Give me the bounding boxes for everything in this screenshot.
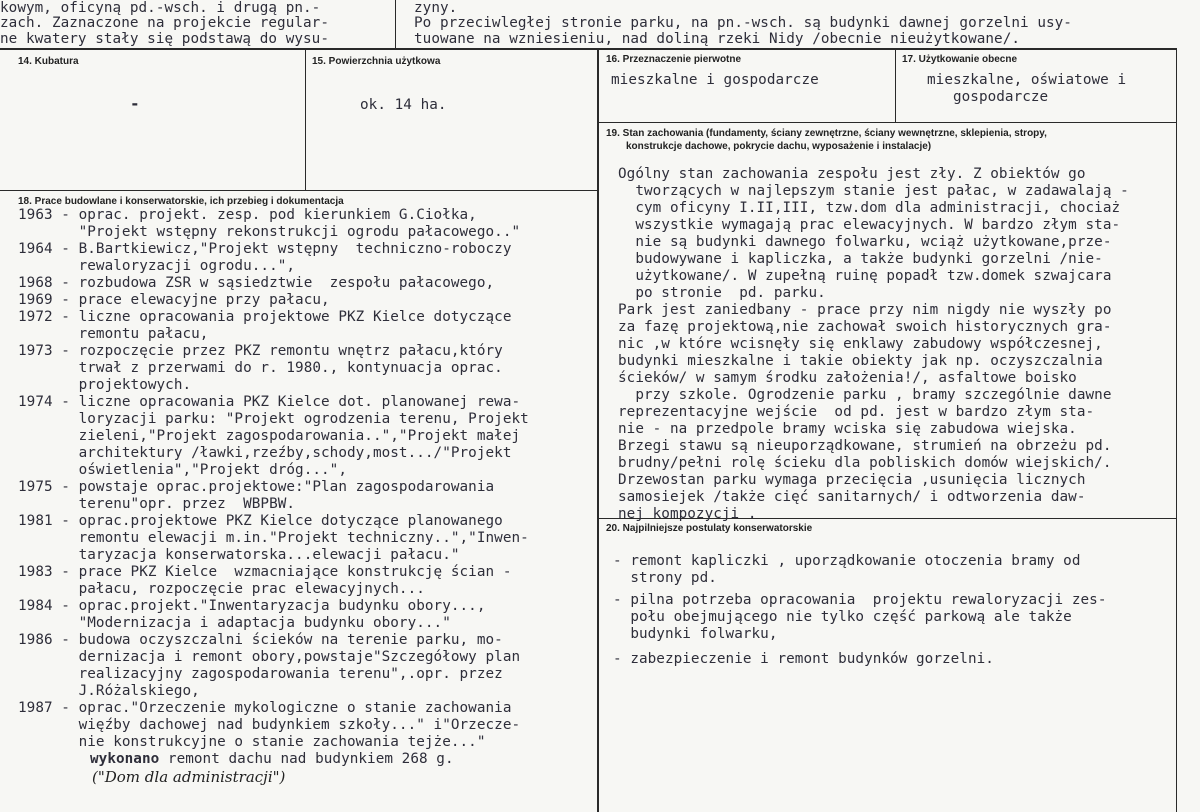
text-line: 1972 - liczne opracowania projektowe PKZ Kielce dotyczące (18, 309, 512, 325)
text-line: Ogólny stan zachowania zespołu jest zły. Z obiektów go (618, 166, 1086, 182)
vertical-rule-14-15 (305, 48, 306, 190)
text-line: reprezentacyjne wejście od pd. jest w bardzo złym sta- (618, 404, 1095, 420)
text-line: nic ,w które wcisnęły się enklawy zabudowy współczesnej, (618, 336, 1103, 352)
text-line: połu obejmującego nie tylko część parkową ale także (613, 609, 1072, 625)
vertical-rule-main (597, 48, 599, 812)
text-line: 1974 - liczne opracowania PKZ Kielce dot. planowanej rewa- (18, 394, 521, 410)
text-line: 1964 - B.Bartkiewicz,"Projekt wstępny techniczno-roboczy (18, 241, 512, 257)
text-line-rest: remont dachu nad budynkiem 268 g. (159, 751, 454, 767)
field-17-value-line: mieszkalne, oświatowe i (927, 72, 1127, 88)
text-line: - pilna potrzeba opracowania projektu rewaloryzacji zes- (613, 592, 1107, 608)
text-line: wszystkie wymagają prac elewacyjnych. W bardzo złym sta- (618, 217, 1121, 233)
text-line: J.Różalskiego, (18, 683, 200, 699)
text-line: przy szkole. Ogrodzenie parku , bramy szczególnie dawne (618, 387, 1112, 403)
text-line: Po przeciwległej stronie parku, na pn.-wsch. są budynki dawnej gorzelni usy- (414, 15, 1072, 31)
text-line: remontu pałacu, (18, 326, 209, 342)
text-line: 1969 - prace elewacyjne przy pałacu, (18, 292, 330, 308)
text-line: 1975 - powstaje oprac.projektowe:"Plan zagospodarowania (18, 479, 495, 495)
text-line: tuowane na wzniesieniu, nad doliną rzeki Nidy /obecnie nieużytkowane/. (414, 31, 1021, 47)
text-line: realizacyjny zagospodarowania terenu",.opr. przez (18, 666, 503, 682)
field-14-value: - (130, 94, 140, 113)
text-line: rewaloryzacji ogrodu...", (18, 258, 296, 274)
horizontal-rule-above-19 (599, 122, 1176, 123)
vertical-rule-top-divider (395, 0, 396, 48)
text-line: zach. Zaznaczone na projekcie regular- (0, 15, 329, 31)
text-line: 1983 - prace PKZ Kielce wzmacniające konstrukcję ścian - (18, 564, 512, 580)
field-16-label: 16. Przeznaczenie pierwotne (606, 54, 742, 65)
text-line: użytkowane/. W zupełną ruinę popadł tzw.domek szwajcara (618, 268, 1112, 284)
handwritten-note: ("Dom dla administracji") (92, 768, 286, 786)
text-line: 1987 - oprac."Orzeczenie mykologiczne o stanie zachowania (18, 700, 512, 716)
text-line: 1984 - oprac.projekt."Inwentaryzacja budynku obory..., (18, 598, 486, 614)
text-line: "Modernizacja i adaptacja budynku obory..." (18, 615, 451, 631)
text-line: - zabezpieczenie i remont budynków gorzelni. (613, 651, 994, 667)
text-line: 1981 - oprac.projektowe PKZ Kielce dotyczące planowanego (18, 513, 503, 529)
field-19-label-continued: konstrukcje dachowe, pokrycie dachu, wyposażenie i instalacje) (626, 141, 932, 152)
text-line: nie konstrukcyjne o stanie zachowania tejże..." (18, 734, 486, 750)
text-line: Drzewostan parku wymaga przecięcia ,usunięcia licznych (618, 472, 1086, 488)
text-line: zyny. (414, 0, 458, 16)
text-line: pałacu, rozpoczęcie prac elewacyjnych... (18, 581, 425, 597)
horizontal-rule-top (0, 48, 1176, 50)
text-line: loryzacji parku: "Projekt ogrodzenia terenu, Projekt (18, 411, 529, 427)
field-15-label: 15. Powierzchnia użytkowa (312, 56, 441, 67)
field-20-label: 20. Najpilniejsze postulaty konserwatorskie (606, 523, 813, 534)
text-line: nie - na przedpole bramy wciska się zabudowa wiejska. (618, 421, 1077, 437)
text-line: cym oficyny I.II,III, tzw.dom dla administracji, chociaż (618, 200, 1121, 216)
text-line: kowym, oficyną pd.-wsch. i drugą pn.- (0, 0, 321, 16)
text-line: 1968 - rozbudowa ZSR w sąsiedztwie zespołu pałacowego, (18, 275, 495, 291)
text-line: Brzegi stawu są nieuporządkowane, strumień na obrzeżu pd. (618, 438, 1112, 454)
text-line: strony pd. (613, 570, 717, 586)
text-line: tworzących w najlepszym stanie jest pałac, w zadawalają - (618, 183, 1129, 199)
text-line: "Projekt wstępny rekonstrukcji ogrodu pałacowego.." (18, 224, 521, 240)
overtyped-word: wykonano (90, 751, 160, 767)
text-line: remontu elewacji m.in."Projekt techniczny..","Inwen- (18, 530, 529, 546)
text-line: projektowych. (18, 377, 192, 393)
field-14-label: 14. Kubatura (18, 56, 79, 67)
text-line: za fazę projektową,nie zachował swoich historycznych gra- (618, 319, 1112, 335)
text-line: Park jest zaniedbany - prace przy nim nigdy nie wyszły po (618, 302, 1112, 318)
text-line: trwał z przerwami do r. 1980., kontynuacja oprac. (18, 360, 503, 376)
field-17-value-line: gospodarcze (927, 89, 1049, 105)
text-line: architektury /ławki,rzeźby,schody,most.../"Projekt (18, 445, 512, 461)
text-line: brudny/pełni rolę ścieku dla pobliskich domów wiejskich/. (618, 455, 1112, 471)
text-line: budynki folwarku, (613, 626, 778, 642)
text-line: nej kompozycji . (618, 506, 757, 522)
text-line (90, 751, 454, 767)
text-line: terenu"opr. przez WBPBW. (18, 496, 296, 512)
horizontal-rule-above-18 (0, 190, 597, 191)
text-line: 1986 - budowa oczyszczalni ścieków na terenie parku, mo- (18, 632, 503, 648)
field-16-value: mieszkalne i gospodarcze (611, 72, 819, 88)
text-line: taryzacja konserwatorska...elewacji pałacu." (18, 547, 460, 563)
text-line: oświetlenia","Projekt dróg...", (18, 462, 347, 478)
text-line: zieleni,"Projekt zagospodarowania..","Projekt małej (18, 428, 521, 444)
text-line: więźby dachowej nad budynkiem szkoły..." i"Orzecze- (18, 717, 521, 733)
vertical-rule-right-edge (1176, 48, 1177, 812)
text-line: dernizacja i remont obory,powstaje"Szczegółowy plan (18, 649, 521, 665)
text-line: po stronie pd. parku. (618, 285, 826, 301)
text-line: - remont kapliczki , uporządkowanie otoczenia bramy od (613, 553, 1081, 569)
text-line: ścieków/ w samym środku założenia!/, asfaltowe boisko (618, 370, 1077, 386)
field-19-label: 19. Stan zachowania (fundamenty, ściany zewnętrzne, ściany wewnętrzne, sklepienia, stropy, (606, 128, 1047, 139)
text-line: 1963 - oprac. projekt. zesp. pod kierunkiem G.Ciołka, (18, 207, 477, 223)
text-line: 1973 - rozpoczęcie przez PKZ remontu wnętrz pałacu,który (18, 343, 503, 359)
text-line: budowywane i kapliczka, a także budynki gorzelni /nie- (618, 251, 1103, 267)
field-18-label: 18. Prace budowlane i konserwatorskie, ich przebieg i dokumentacja (18, 196, 344, 207)
text-line: samosiejek /także cięć sanitarnych/ i odtworzenia daw- (618, 489, 1086, 505)
field-17-label: 17. Użytkowanie obecne (902, 54, 1018, 65)
vertical-rule-16-17 (895, 48, 896, 122)
text-line: budynki mieszkalne i takie obiekty jak np. oczyszczalnia (618, 353, 1103, 369)
field-15-value: ok. 14 ha. (360, 97, 447, 113)
text-line: nie są budynki dawnego folwarku, wciąż użytkowane,prze- (618, 234, 1112, 250)
text-line: ne kwatery stały się podstawą do wysu- (0, 31, 329, 47)
